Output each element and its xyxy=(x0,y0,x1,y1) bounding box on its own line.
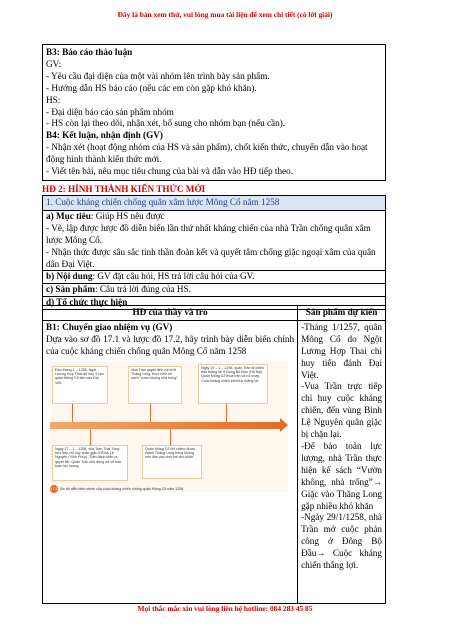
preview-notice: Đây là bản xem thử, vui lòng mua tài liệu để xem chi tiết (có lời giải) xyxy=(117,10,333,19)
product-item: -Vua Trần trực tiếp chỉ huy cuộc kháng chiến, đến vùng Bình Lệ Nguyên quân giặc bị chặn lại. xyxy=(301,381,382,440)
product-cell xyxy=(298,320,386,603)
hs-item: - Đại diện báo cáo sản phẩm nhóm xyxy=(46,106,174,117)
content-label: b) Nội dung xyxy=(46,271,93,282)
gv-item: - Yêu cầu đại diện của một vài nhóm lên trình bày sản phẩm. xyxy=(46,70,270,81)
timeline-connector xyxy=(226,404,227,422)
product-text: : Câu trả lời đúng của HS. xyxy=(95,284,191,295)
report-discussion-box xyxy=(42,44,386,181)
timeline-connector xyxy=(90,429,91,445)
timeline-note: Nhà Trần quyết định rút khỏi Thăng Long, thực hiện kế sách "vườn không nhà trống". xyxy=(128,366,182,404)
objective-item: - Vẽ, lập được lược đồ diễn biến lần thứ nhất kháng chiến của nhà Trần chống quân xâm lược Mông Cổ. xyxy=(46,222,371,245)
timeline-note: Ngày 29 – 1 – 1258, quân Trần đi chiến đấu thắng lợi ở Đông Bộ Đầu (Hà Nội). Quân Mông Cổ thua trận và rút chạy. Cuộc kháng chiến kết thúc thắng lợi. xyxy=(198,364,268,404)
timeline-connector xyxy=(72,404,73,422)
col-header-activity: HĐ của thầy và trò xyxy=(43,306,298,321)
task-title: B1: Chuyển giao nhiệm vụ (GV) xyxy=(46,321,173,332)
caption-text: Sơ đồ diễn biến chính của cuộc kháng chiến chống quân Mông Cổ năm 1258 xyxy=(60,486,184,491)
caption-number: 17.1 xyxy=(50,486,58,491)
content-row xyxy=(43,271,385,284)
objective-label: a) Mục tiêu xyxy=(46,210,91,221)
product-item: -Ngày 29/1/1258, nhà Trần mở cuộc phản công ở Đông Bộ Đầu→ Cuộc kháng chiến thắng lợi. xyxy=(301,512,382,571)
hotline-footer: Mọi thắc mắc xin vui lòng liên hệ hotline: 084 283 45 85 xyxy=(137,604,313,613)
hs-item: - HS còn lại theo dõi, nhận xét, bổ sung cho nhóm bạn (nếu cần). xyxy=(46,118,286,129)
hs-label: HS: xyxy=(46,94,61,105)
step-b4-title: B4: Kết luận, nhận định (GV) xyxy=(46,130,163,141)
timeline-note: Đầu tháng 1 – 1258, Ngột Lương Hợp Thái chỉ huy 3 vạn quân Mông Cổ tiến vào Đại Việt. xyxy=(52,366,108,404)
product-label: c) Sản phẩm xyxy=(46,284,96,295)
timeline-note: Quân Mông Cổ chỉ chiếm được thành Thăng Long trống không nên lâm vào tình thế khó khăn. xyxy=(142,445,202,479)
section-title: 1. Cuộc kháng chiến chống quân xâm lược Mông Cổ năm 1258 xyxy=(43,196,385,211)
product-row xyxy=(43,284,385,297)
timeline-arrow-icon xyxy=(280,418,288,432)
content-text: : GV đặt câu hỏi, HS trả lời câu hỏi của GV. xyxy=(92,271,255,282)
objective-text: : Giúp HS nêu được xyxy=(90,210,165,221)
product-item: -Tháng 1/1257, quân Mông Cổ do Ngột Lương Hợp Thai chỉ huy tiến đánh Đại Việt. xyxy=(301,321,382,380)
activity-cell xyxy=(43,320,298,603)
activity-2-heading: HĐ 2: HÌNH THÀNH KIẾN THỨC MỚI xyxy=(42,184,206,194)
product-item: -Để bảo toàn lực lượng, nhà Trần thực hiện kế sách “Vườn không, nhà trống”→ Giặc vào Thăng Long gặp nhiều khó khăn xyxy=(301,440,382,511)
step-b3-title: B3: Báo cáo thảo luận xyxy=(46,47,133,57)
timeline-figure xyxy=(50,362,288,492)
timeline-bar xyxy=(50,422,282,429)
col-header-product: Sản phẩm dự kiến xyxy=(298,306,386,321)
activity-table xyxy=(42,305,386,604)
conclusion-item: - Nhận xét (hoạt động nhóm của HS và sản phẩm), chốt kiến thức, chuyển dẫn vào hoạt động hình thành kiến thức mới. xyxy=(46,142,368,165)
timeline-note: Ngày 17 – 1 – 1258, vua Trần Thái Tông trực tiếp chỉ huy chặn giặc ở Bình Lệ Nguyên (Vĩnh Phúc). Trận đánh diễn ra quyết liệt. Quân Trần chủ động rút về bảo toàn lực lượng. xyxy=(52,445,128,481)
task-text: Dựa vào sơ đồ 17.1 và lược đồ 17.2, hãy trình bày diễn biến chính của cuộc kháng chiến chống quân Mông Cổ năm 1258 xyxy=(46,333,295,356)
gv-label: GV: xyxy=(46,58,62,69)
figure-caption xyxy=(50,484,183,496)
organization-label: d) Tổ chức thực hiện xyxy=(46,297,128,308)
timeline-connector xyxy=(170,429,171,445)
conclusion-item: - Viết tên bài, nêu mục tiêu chung của bài và dẫn vào HĐ tiếp theo. xyxy=(46,166,294,177)
gv-item: - Hướng dẫn HS báo cáo (nếu các em còn gặp khó khăn). xyxy=(46,82,257,93)
objective-row xyxy=(43,211,385,272)
objective-item: - Nhận thức được sâu sắc tinh thần đoàn kết và quyết tâm chống giặc ngoại xâm của quân dân Đại Việt. xyxy=(46,246,376,269)
lesson-section xyxy=(42,195,386,310)
timeline-connector xyxy=(150,404,151,422)
